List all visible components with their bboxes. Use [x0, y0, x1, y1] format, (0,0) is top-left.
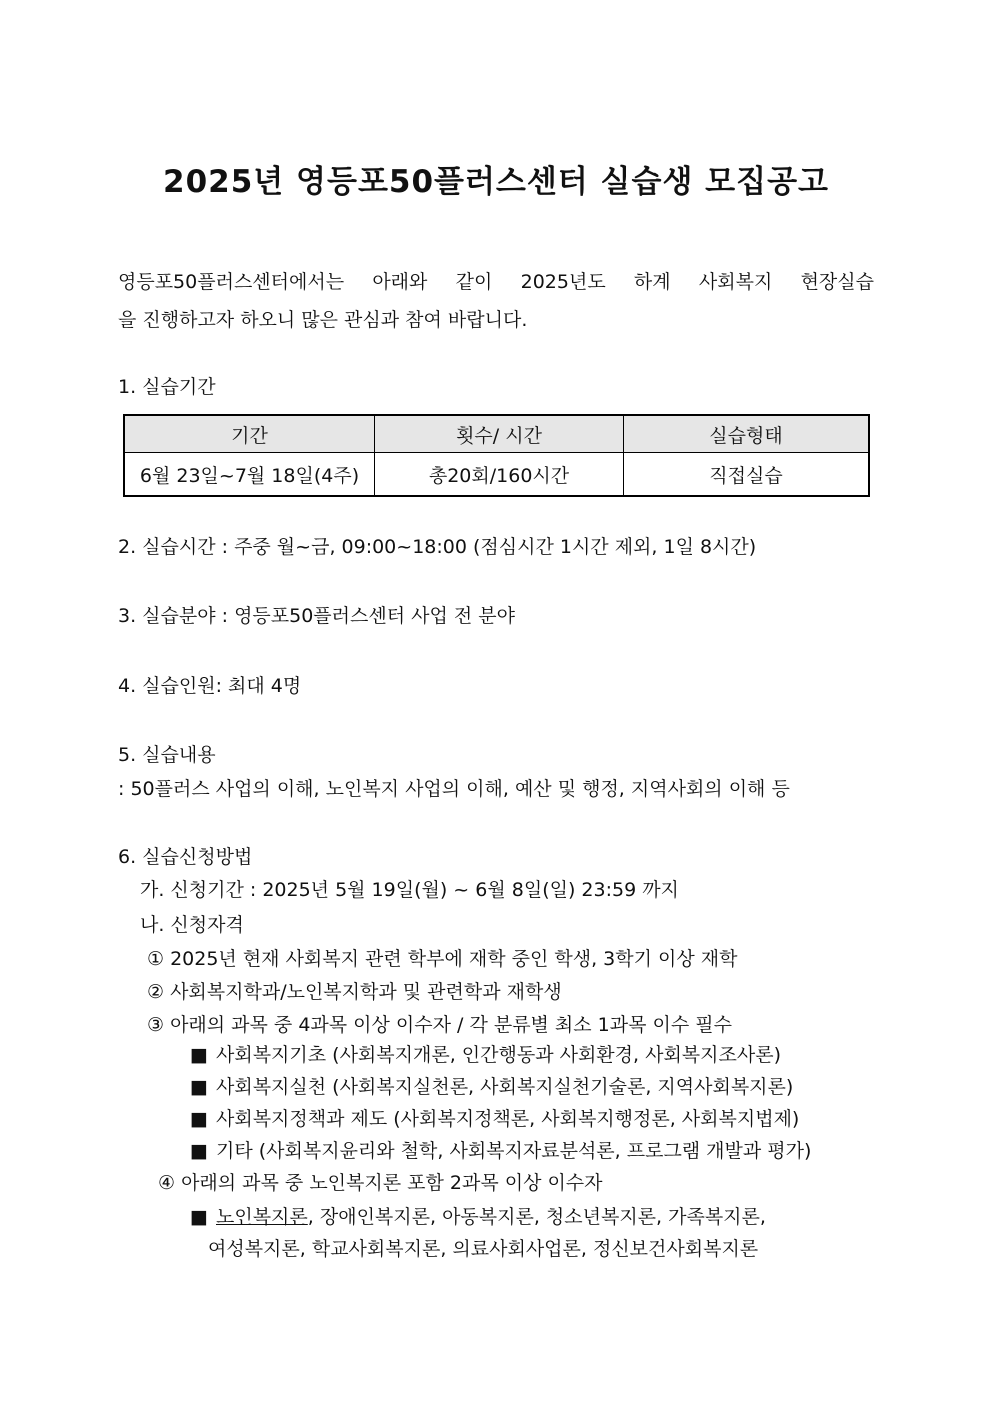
table-header-row: [124, 415, 869, 453]
subject-category-item: [190, 1139, 811, 1163]
table-header-cell: 실습형태: [624, 415, 870, 453]
qualification-1: ① 2025년 현재 사회복지 관련 학부에 재학 중인 학생, 3학기 이상 재학: [147, 948, 738, 970]
section-4-text: 4. 실습인원: 최대 4명: [118, 675, 302, 697]
subject-category-text: 기타 (사회복지윤리와 철학, 사회복지자료분석론, 프로그램 개발과 평가): [216, 1140, 812, 1162]
section-3-text: 3. 실습분야 : 영등포50플러스센터 사업 전 분야: [118, 605, 515, 627]
section-2-text: 2. 실습시간 : 주중 월~금, 09:00~18:00 (점심시간 1시간 제외, 1일 8시간): [118, 536, 757, 558]
subject-category-item: [190, 1107, 799, 1131]
table-cell: 직접실습: [624, 453, 870, 497]
bullet-icon: ■: [190, 1140, 208, 1162]
elderly-subjects-item: [190, 1205, 766, 1229]
section-6-heading: 6. 실습신청방법: [118, 846, 253, 868]
section-1-heading: 1. 실습기간: [118, 376, 216, 398]
elderly-subjects-line-2: 여성복지론, 학교사회복지론, 의료사회사업론, 정신보건사회복지론: [208, 1238, 759, 1260]
subject-category-item: [190, 1075, 793, 1099]
section-5-text: : 50플러스 사업의 이해, 노인복지 사업의 이해, 예산 및 행정, 지역사회의 이해 등: [118, 778, 790, 800]
intro-line-1: 영등포50플러스센터에서는 아래와 같이 2025년도 하계 사회복지 현장실습: [118, 271, 874, 293]
bullet-icon: ■: [190, 1044, 208, 1066]
qualification-heading: 나. 신청자격: [140, 914, 244, 936]
page-title: 2025년 영등포50플러스센터 실습생 모집공고: [163, 164, 829, 200]
application-period: 가. 신청기간 : 2025년 5월 19일(월) ~ 6월 8일(일) 23:59 까지: [140, 879, 679, 901]
bullet-icon: ■: [190, 1076, 208, 1098]
subject-category-item: [190, 1043, 781, 1067]
intro-line-2: 을 진행하고자 하오니 많은 관심과 참여 바랍니다.: [118, 309, 528, 331]
elderly-subjects-text: , 장애인복지론, 아동복지론, 청소년복지론, 가족복지론,: [307, 1206, 766, 1228]
qualification-4: ④ 아래의 과목 중 노인복지론 포함 2과목 이상 이수자: [158, 1172, 603, 1194]
qualification-2: ② 사회복지학과/노인복지학과 및 관련학과 재학생: [147, 981, 562, 1003]
bullet-icon: ■: [190, 1206, 208, 1228]
subject-category-text: 사회복지기초 (사회복지개론, 인간행동과 사회환경, 사회복지조사론): [216, 1044, 781, 1066]
subject-category-text: 사회복지정책과 제도 (사회복지정책론, 사회복지행정론, 사회복지법제): [216, 1108, 800, 1130]
table-header-cell: 횟수/ 시간: [375, 415, 624, 453]
subject-category-text: 사회복지실천 (사회복지실천론, 사회복지실천기술론, 지역사회복지론): [216, 1076, 794, 1098]
section-5-heading: 5. 실습내용: [118, 744, 216, 766]
required-subject: 노인복지론: [216, 1206, 308, 1228]
table-row: [124, 453, 869, 497]
period-table: [123, 414, 870, 497]
table-cell: 6월 23일~7월 18일(4주): [124, 453, 375, 497]
bullet-icon: ■: [190, 1108, 208, 1130]
table-cell: 총20회/160시간: [375, 453, 624, 497]
qualification-3: ③ 아래의 과목 중 4과목 이상 이수자 / 각 분류별 최소 1과목 이수 필수: [147, 1014, 732, 1036]
table-header-cell: 기간: [124, 415, 375, 453]
